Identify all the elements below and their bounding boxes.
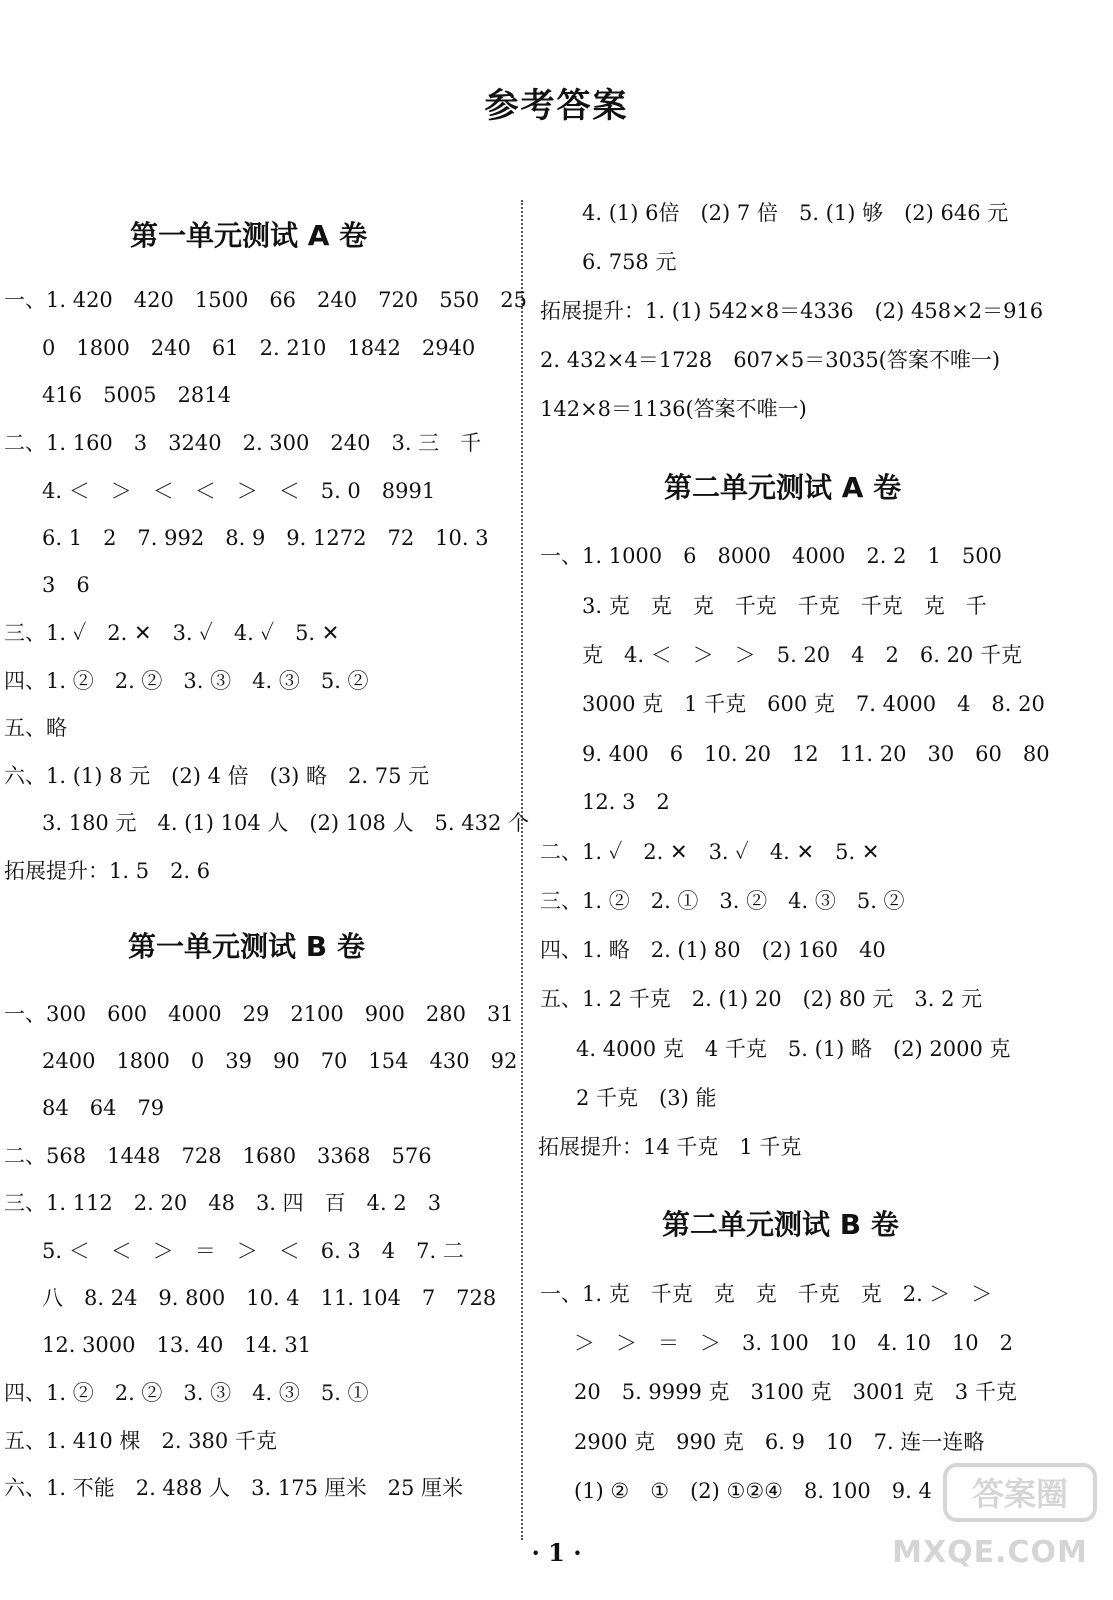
site-watermark [875, 1460, 1105, 1570]
answer-line: 416 5005 2814 [42, 383, 231, 407]
answer-line: 20 5. 9999 克 3100 克 3001 克 3 千克 [574, 1380, 1017, 1404]
section-title-unit2-a: 第二单元测试 A 卷 [664, 471, 902, 504]
answer-line: 三、1. ✓ 2. ✕ 3. ✓ 4. ✓ 5. ✕ [4, 621, 340, 645]
answer-line: 一、1. 420 420 1500 66 240 720 550 25 [4, 288, 528, 312]
answer-line: 0 1800 240 61 2. 210 1842 2940 [42, 336, 476, 360]
answer-line: 3000 克 1 千克 600 克 7. 4000 4 8. 20 [582, 692, 1045, 716]
page-number: · 1 · [531, 1538, 582, 1567]
section-title-unit2-b: 第二单元测试 B 卷 [662, 1208, 899, 1241]
page-title: 参考答案 [484, 86, 629, 126]
answer-line: 四、1. ② 2. ② 3. ③ 4. ③ 5. ② [4, 669, 369, 693]
watermark-site-text: MXQE.COM [892, 1535, 1088, 1570]
answer-line: (1) ② ① (2) ①②④ 8. 100 9. 4 [574, 1479, 932, 1503]
answer-line: 三、1. ② 2. ① 3. ② 4. ③ 5. ② [540, 889, 905, 913]
answer-line: 142×8＝1136(答案不唯一) [540, 397, 807, 421]
answer-line: 四、1. 略 2. (1) 80 (2) 160 40 [540, 938, 886, 962]
answer-line: 3. 克 克 克 千克 千克 千克 克 千 [582, 594, 987, 618]
answer-line: 六、1. (1) 8 元 (2) 4 倍 (3) 略 2. 75 元 [4, 764, 430, 788]
answer-line: 五、略 [4, 716, 67, 740]
answer-line: 2400 1800 0 39 90 70 154 430 92 [42, 1049, 518, 1073]
answer-line: 6. 1 2 7. 992 8. 9 9. 1272 72 10. 3 [42, 526, 489, 550]
answer-line: 2 千克 (3) 能 [576, 1086, 717, 1110]
answer-line: ＞ ＞ ＝ ＞ 3. 100 10 4. 10 10 2 [574, 1331, 1014, 1355]
answer-line: 三、1. 112 2. 20 48 3. 四 百 4. 2 3 [4, 1191, 442, 1215]
answer-line: 12. 3000 13. 40 14. 31 [42, 1333, 312, 1357]
answer-line: 二、568 1448 728 1680 3368 576 [4, 1144, 432, 1168]
answer-line: 3 6 [42, 573, 90, 597]
answer-line: 拓展提升：1. 5 2. 6 [4, 859, 211, 883]
answer-line: 克 4. ＜ ＞ ＞ 5. 20 4 2 6. 20 千克 [582, 643, 1022, 667]
answer-line: 六、1. 不能 2. 488 人 3. 175 厘米 25 厘米 [4, 1476, 464, 1500]
answer-line: 二、1. 160 3 3240 2. 300 240 3. 三 千 [4, 431, 482, 455]
answer-line: 6. 758 元 [582, 250, 677, 274]
answer-line: 一、1. 1000 6 8000 4000 2. 2 1 500 [540, 544, 1002, 568]
watermark-badge-icon [875, 1460, 1105, 1530]
answer-line: 5. ＜ ＜ ＞ ＝ ＞ ＜ 6. 3 4 7. 二 [42, 1239, 464, 1263]
answer-line: 2900 克 990 克 6. 9 10 7. 连一连略 [574, 1430, 985, 1454]
answer-line: 4. (1) 6倍 (2) 7 倍 5. (1) 够 (2) 646 元 [582, 201, 1009, 225]
answer-line: 一、300 600 4000 29 2100 900 280 31 [4, 1002, 514, 1026]
section-title-unit1-b: 第一单元测试 B 卷 [128, 930, 365, 963]
answer-line: 拓展提升：14 千克 1 千克 [538, 1135, 802, 1159]
answer-line: 4. 4000 克 4 千克 5. (1) 略 (2) 2000 克 [576, 1037, 1011, 1061]
answer-line: 二、1. ✓ 2. ✕ 3. ✓ 4. ✕ 5. ✕ [540, 840, 880, 864]
answer-line: 一、1. 克 千克 克 克 千克 克 2. ＞ ＞ [540, 1282, 993, 1306]
answer-line: 五、1. 410 棵 2. 380 千克 [4, 1429, 277, 1453]
answer-line: 9. 400 6 10. 20 12 11. 20 30 60 80 [582, 742, 1050, 766]
answer-line: 八 8. 24 9. 800 10. 4 11. 104 7 728 [42, 1286, 497, 1310]
answer-line: 五、1. 2 千克 2. (1) 20 (2) 80 元 3. 2 元 [540, 987, 983, 1011]
answer-line: 拓展提升：1. (1) 542×8＝4336 (2) 458×2＝916 [540, 299, 1044, 323]
section-title-unit1-a: 第一单元测试 A 卷 [130, 219, 368, 252]
answer-line: 四、1. ② 2. ② 3. ③ 4. ③ 5. ① [4, 1381, 369, 1405]
answer-line: 4. ＜ ＞ ＜ ＜ ＞ ＜ 5. 0 8991 [42, 479, 436, 503]
column-divider [521, 200, 523, 1540]
answer-line: 3. 180 元 4. (1) 104 人 (2) 108 人 5. 432 个 [42, 811, 530, 835]
answer-line: 2. 432×4＝1728 607×5＝3035(答案不唯一) [540, 348, 1001, 372]
answer-line: 84 64 79 [42, 1096, 165, 1120]
watermark-badge-text: 答案圈 [971, 1475, 1069, 1513]
answer-line: 12. 3 2 [582, 790, 670, 814]
